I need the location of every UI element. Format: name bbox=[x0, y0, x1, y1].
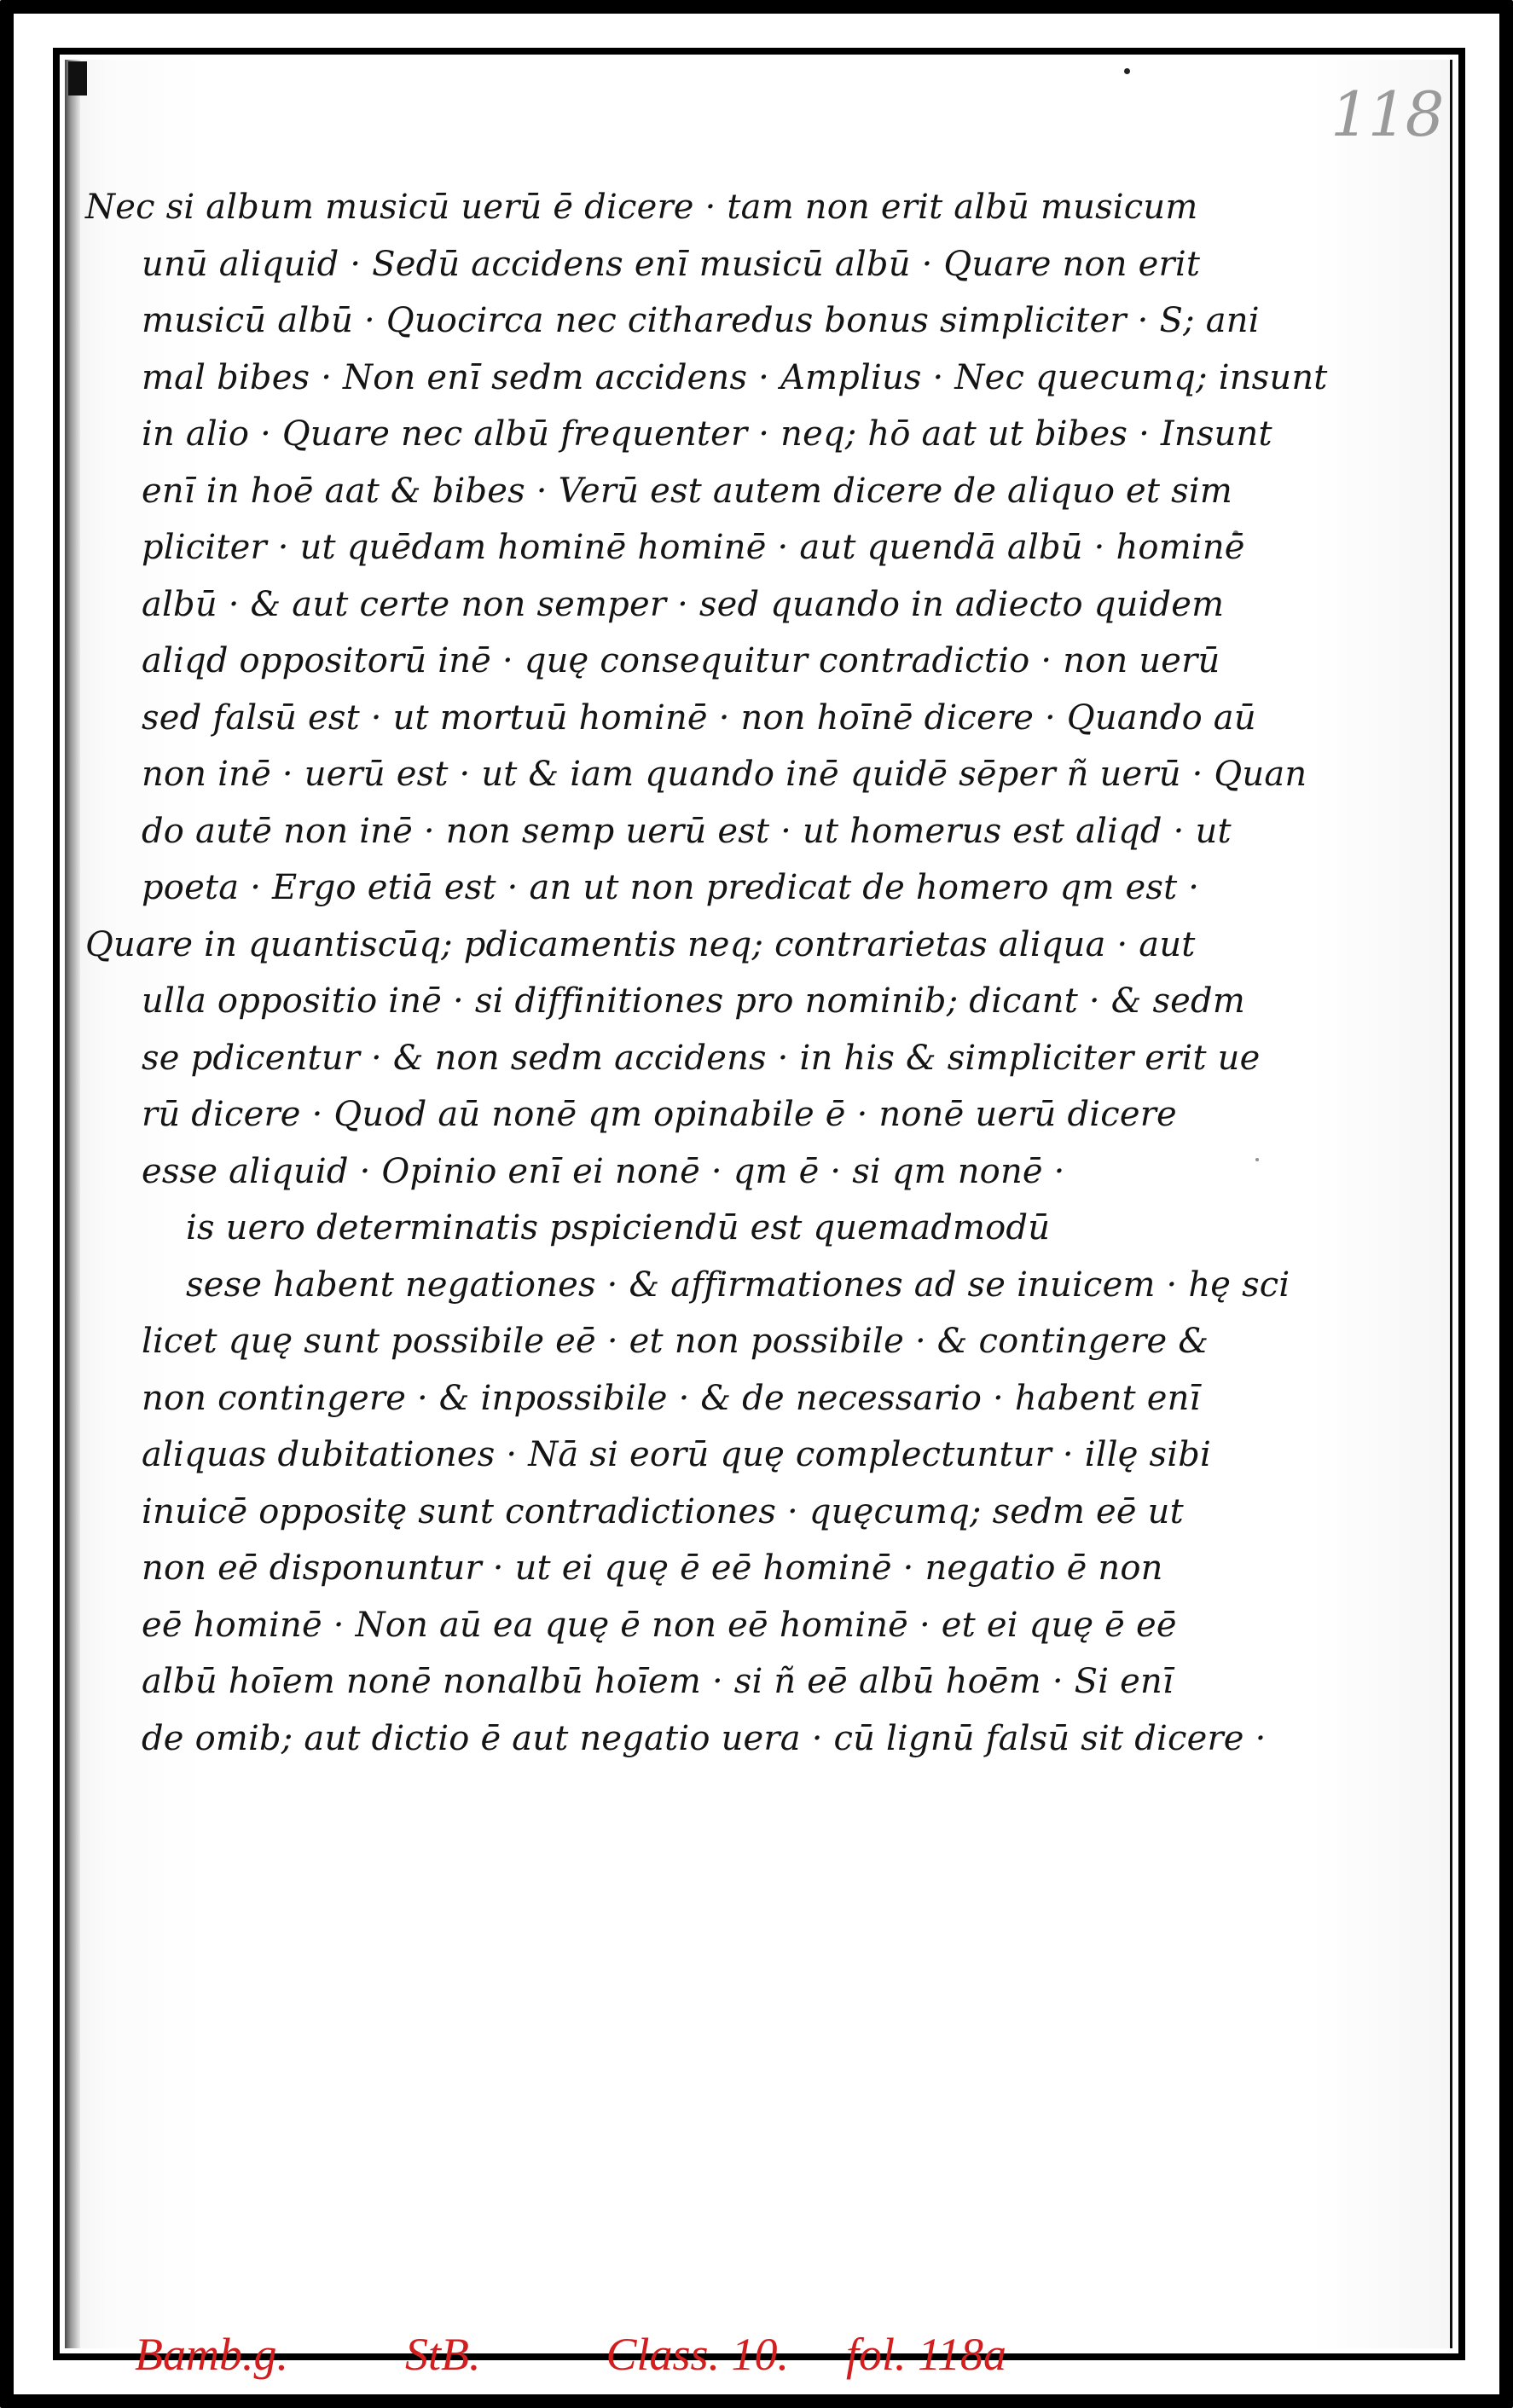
text-line: in alio · Quare nec albū frequenter · neq; hō aat ut bibes · Insunt bbox=[142, 414, 1272, 454]
page-edge-rule bbox=[1450, 60, 1452, 2348]
text-line: albū hoīem nonē nonalbū hoīem · si ñ eē albū hoēm · Si enī bbox=[142, 1662, 1174, 1701]
text-line: se pdicentur · & non sedm accidens · in his & simpliciter erit ue bbox=[142, 1038, 1261, 1078]
text-line: non contingere · & inpossibile · & de necessario · habent enī bbox=[142, 1378, 1201, 1418]
text-line: unū aliquid · Sedū accidens enī musicū albū · Quare non erit bbox=[142, 244, 1201, 284]
shelfmark-folio: fol. 118a bbox=[846, 2329, 1007, 2380]
text-line: is uero determinatis pspiciendū est quemadmodū bbox=[186, 1208, 1051, 1247]
text-line: Nec si album musicū uerū ē dicere · tam non erit albū musicum bbox=[85, 188, 1198, 227]
text-line: ulla oppositio inē · si diffinitiones pro nominib; dicant · & sedm bbox=[142, 981, 1245, 1021]
text-line: non eē disponuntur · ut ei quę ē eē hominē · negatio ē non bbox=[142, 1548, 1163, 1588]
text-line: eē hominē · Non aū ea quę ē non eē hominē · et ei quę ē eē bbox=[142, 1605, 1177, 1645]
text-line: enī in hoē aat & bibes · Verū est autem dicere de aliquo et sim bbox=[142, 471, 1232, 511]
text-line: musicū albū · Quocirca nec citharedus bonus simpliciter · S; ani bbox=[142, 301, 1260, 340]
text-line: de omib; aut dictio ē aut negatio uera · cū lignū falsū sit dicere · bbox=[142, 1718, 1267, 1758]
shelfmark-collection: StB. bbox=[404, 2329, 481, 2380]
ink-speck bbox=[1255, 1158, 1259, 1161]
text-line: licet quę sunt possibile eē · et non possibile · & contingere & bbox=[142, 1322, 1209, 1361]
shelfmark-library: Bamb.g. bbox=[135, 2329, 288, 2380]
shelfmark-classis: Class. 10. bbox=[606, 2329, 790, 2380]
text-line: do autē non inē · non semp uerū est · ut homerus est aliqd · ut bbox=[142, 811, 1232, 851]
text-line: Quare in quantiscūq; pdicamentis neq; contrarietas aliqua · aut bbox=[85, 924, 1196, 964]
shelfmark-annotation bbox=[135, 2328, 1006, 2381]
text-line: esse aliquid · Opinio enī ei nonē · qm ē · si qm nonē · bbox=[142, 1151, 1065, 1191]
folio-number: 118 bbox=[1330, 78, 1443, 150]
binding-edge bbox=[65, 60, 80, 2348]
text-line: aliquas dubitationes · Nā si eorū quę complectuntur · illę sibi bbox=[142, 1435, 1212, 1474]
text-line: poeta · Ergo etiā est · an ut non predicat de homero qm est · bbox=[142, 868, 1200, 907]
text-line: pliciter · ut quēdam hominē hominē · aut quendā albū · hominē bbox=[142, 528, 1245, 567]
ink-speck bbox=[1124, 68, 1130, 74]
text-line: mal bibes · Non enī sedm accidens · Amplius · Nec quecumq; insunt bbox=[142, 357, 1328, 397]
text-line: inuicē oppositę sunt contradictiones · quęcumq; sedm eē ut bbox=[142, 1491, 1184, 1531]
text-line: rū dicere · Quod aū nonē qm opinabile ē · nonē uerū dicere bbox=[142, 1095, 1177, 1134]
text-line: non inē · uerū est · ut & iam quando inē quidē sēper ñ uerū · Quan bbox=[142, 755, 1307, 794]
text-line: sese habent negationes · & affirmationes ad se inuicem · hę sci bbox=[186, 1265, 1290, 1305]
manuscript-text bbox=[85, 179, 1328, 1767]
text-line: albū · & aut certe non semper · sed quando in adiecto quidem bbox=[142, 584, 1225, 624]
text-line: aliqd oppositorū inē · quę consequitur contradictio · non uerū bbox=[142, 641, 1220, 680]
corner-mark bbox=[68, 61, 87, 96]
text-line: sed falsū est · ut mortuū hominē · non hoīnē dicere · Quando aū bbox=[142, 698, 1256, 738]
